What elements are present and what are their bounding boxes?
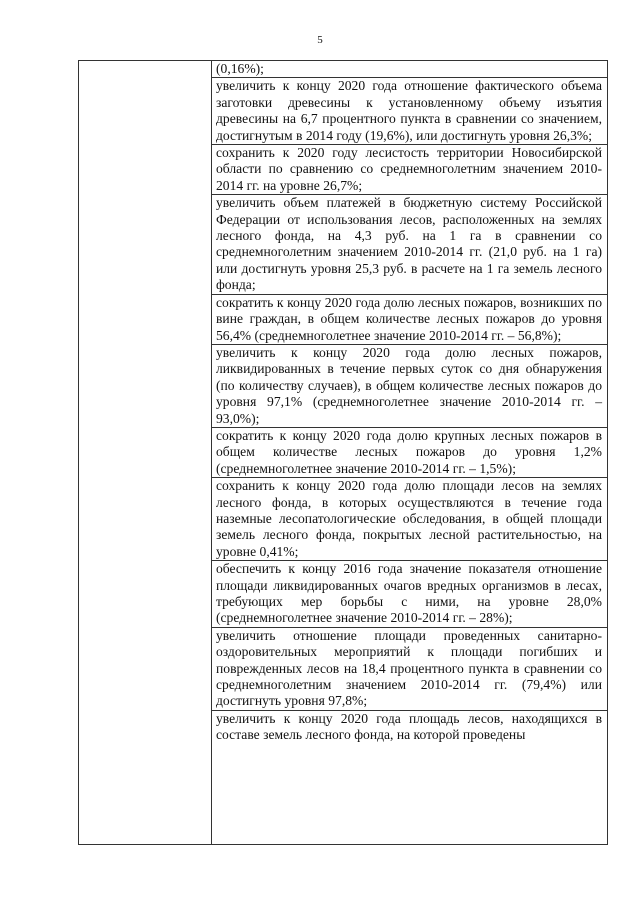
paragraph: увеличить к концу 2020 года площадь лесов, находящихся в составе земель лесного фонда, на которой проведены bbox=[216, 710, 602, 743]
paragraph: обеспечить к концу 2016 года значение показателя отношение площади ликвидированных очагов вредных организмов в лесах, требующих мер борьбы с ними, на уровне 28,0% (среднемноголетнее значение 2010-2014 гг. – 28%); bbox=[212, 561, 607, 628]
paragraph: сократить к концу 2020 года долю крупных лесных пожаров в общем количестве лесных пожаров до уровня 1,2% (среднемноголетнее значение 2010-2014 гг. – 1,5%); bbox=[212, 428, 607, 478]
paragraph: увеличить к концу 2020 года долю лесных пожаров, ликвидированных в течение первых суток со дня обнаружения (по количеству случаев), в общем количестве лесных пожаров до уровня 97,1% (среднемноголетнее значение 2010-2014 гг. – 93,0%); bbox=[212, 345, 607, 428]
page-number: 5 bbox=[317, 34, 323, 46]
left-column bbox=[79, 61, 212, 844]
paragraph: увеличить объем платежей в бюджетную систему Российской Федерации от использования лесов, расположенных на землях лесного фонда, на 4,3 руб. на 1 га в сравнении со среднемноголетним значением 2010-2014 гг. (21,0 руб. на 1 га) или достигнуть уровня 25,3 руб. в расчете на 1 га земель лесного фонда; bbox=[212, 195, 607, 294]
paragraph: увеличить к концу 2020 года отношение фактического объема заготовки древесины к установленному объему изъятия древесины на 6,7 процентного пункта в сравнении со значением, достигнутым в 2014 году (19,6%), или достигнуть уровня 26,3%; bbox=[212, 78, 607, 145]
paragraph: увеличить отношение площади проведенных санитарно-оздоровительных мероприятий к площади погибших и поврежденных лесов на 18,4 процентного пункта в сравнении со среднемноголетним значением 2010-2014 гг. (79,4%) или достигнуть уровня 97,8%; bbox=[212, 628, 607, 711]
document-table bbox=[78, 60, 608, 845]
paragraph: (0,16%); bbox=[212, 61, 607, 78]
paragraph: сохранить к концу 2020 года долю площади лесов на землях лесного фонда, в которых осуществляются в течение года наземные лесопатологические обследования, в общей площади земель лесного фонда, покрытых лесной растительностью, на уровне 0,41%; bbox=[212, 478, 607, 561]
paragraph: сохранить к 2020 году лесистость территории Новосибирской области по сравнению со среднемноголетним значением 2010-2014 гг. на уровне 26,7%; bbox=[212, 145, 607, 195]
right-column bbox=[212, 61, 607, 844]
paragraph: сократить к концу 2020 года долю лесных пожаров, возникших по вине граждан, в общем количестве лесных пожаров до уровня 56,4% (среднемноголетнее значение 2010-2014 гг. – 56,8%); bbox=[212, 295, 607, 345]
